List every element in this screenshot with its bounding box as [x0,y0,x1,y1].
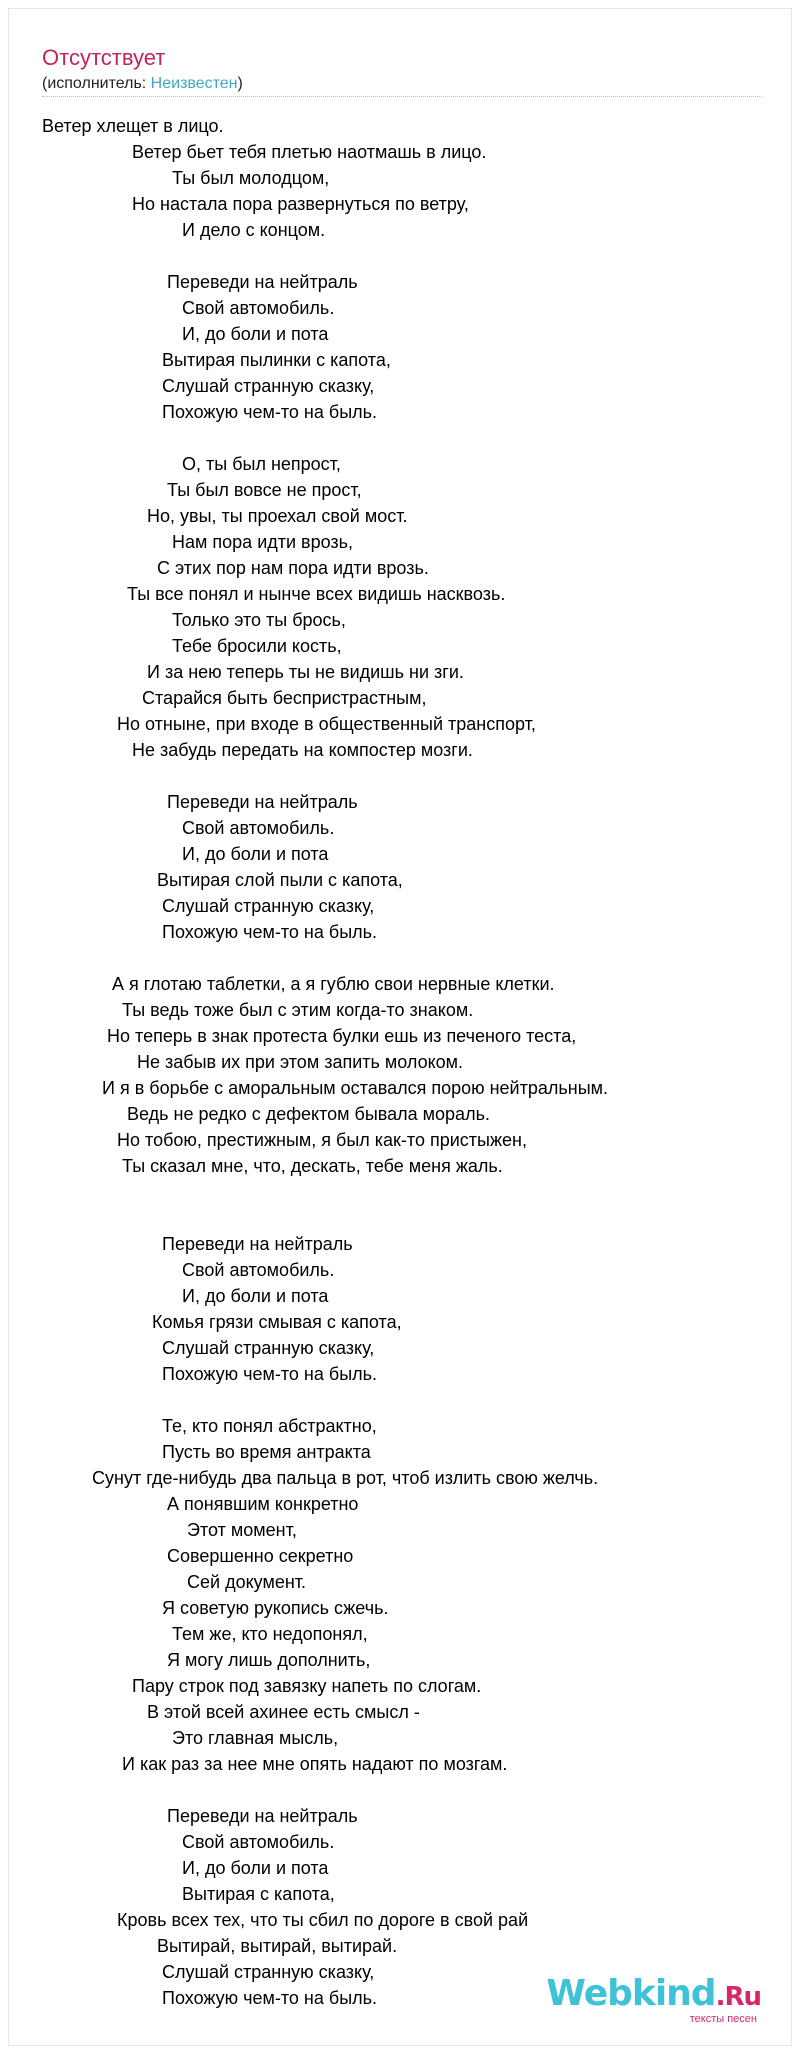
title-divider [42,96,762,97]
lyrics-text: Ветер хлещет в лицо. Ветер бьет тебя плетью наотмашь в лицо. Ты был молодцом, Но настала пора развернуться по ветру, И дело с концом. Переведи на нейтраль Свой автомобиль. И, до боли и пота Вытирая пылинки с капота, Слушай странную сказку, Похожую чем-то на быль. О, ты был непрост, Ты был вовсе не прост, Но, увы, ты проехал свой мост. Нам пора идти врозь, С этих пор нам пора идти врозь. Ты все понял и нынче всех видишь насквозь. Только это ты брось, Тебе бросили кость, И за нею теперь ты не видишь ни зги. Старайся быть беспристрастным, Но отныне, при входе в общественный транспорт, Не забудь передать на компостер мозги. Переведи на нейтраль Свой автомобиль. И, до боли и пота Вытирая слой пыли с капота, Слушай странную сказку, Похожую чем-то на быль. А я глотаю таблетки, а я гублю свои нервные клетки. Ты ведь тоже был с этим когда-то знаком. Но теперь в знак протеста булки ешь из печеного теста, Не забыв их при этом запить молоком. И я в борьбе с аморальным оставался порою нейтральным. Ведь не редко с дефектом бывала мораль. Но тобою, престижным, я был как-то пристыжен, Ты сказал мне, что, дескать, тебе меня жаль. Переведи на нейтраль Свой автомобиль. И, до боли и пота Комья грязи смывая с капота, Слушай странную сказку, Похожую чем-то на быль. Те, кто понял абстрактно, Пусть во время антракта Сунут где-нибудь два пальца в рот, чтоб излить свою желчь. А понявшим конкретно Этот момент, Совершенно секретно Сей документ. Я советую рукопись сжечь. Тем же, кто недопонял, Я могу лишь дополнить, Пару строк под завязку напеть по слогам. В этой всей ахинее есть смысл - Это главная мысль, И как раз за нее мне опять надают по мозгам. Переведи на нейтраль Свой автомобиль. И, до боли и пота Вытирая с капота, Кровь всех тех, что ты сбил по дороге в свой рай Вытирай, вытирай, вытирай. Слушай странную сказку, Похожую чем-то на быль. [42,116,609,2008]
artist-suffix: ) [237,75,243,92]
lyrics-page [8,8,792,2046]
artist-line [42,75,243,93]
artist-prefix: (исполнитель: [42,75,151,92]
webkind-logo[interactable] [546,1973,761,2025]
logo-wordmark: Webkind.Ru [546,1973,761,2014]
logo-tagline: тексты песен [689,2013,757,2025]
song-title: Отсутствует [42,45,166,70]
artist-link[interactable]: Неизвестен [150,75,238,92]
